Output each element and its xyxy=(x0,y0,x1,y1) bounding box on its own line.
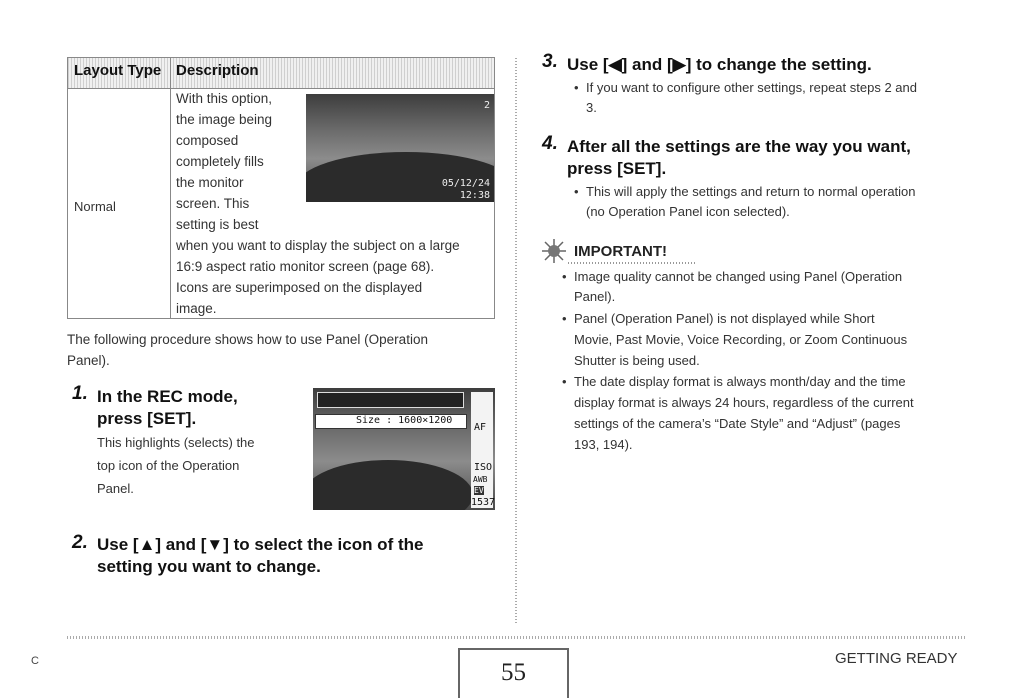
step-1-number: 1. xyxy=(72,383,88,404)
desc-line: setting is best xyxy=(176,217,259,232)
screen-time: 12:38 xyxy=(459,190,490,201)
normal-layout-screen-image xyxy=(306,94,494,202)
panel-af: AF xyxy=(474,422,487,433)
step-1-text: This highlights (selects) the xyxy=(97,435,255,450)
page-number-box xyxy=(458,648,569,698)
margin-mark: C xyxy=(31,655,39,667)
intro-line: The following procedure shows how to use Panel (Operation xyxy=(67,332,428,347)
desc-line: the image being xyxy=(176,112,273,127)
step-3-bullet-cont: 3. xyxy=(586,100,597,115)
step-3-number: 3. xyxy=(542,51,558,72)
header-description: Description xyxy=(176,62,259,79)
step-4-title: After all the settings are the way you want, xyxy=(567,137,911,156)
cell-layout-type: Normal xyxy=(74,199,116,214)
section-title: GETTING READY xyxy=(835,650,958,667)
desc-line: composed xyxy=(176,133,239,148)
important-heading: IMPORTANT! xyxy=(574,243,668,260)
important-bullet-3: • The date display format is always month/day and the time xyxy=(574,371,906,392)
landscape-shape xyxy=(313,460,473,510)
step-1-text: top icon of the Operation xyxy=(97,458,240,473)
step-1-title: In the REC mode, xyxy=(97,387,238,406)
operation-panel-icon-bar xyxy=(317,392,464,408)
important-bullet-2: • Panel (Operation Panel) is not displayed while Short xyxy=(574,308,875,329)
important-icon xyxy=(541,238,567,264)
operation-panel-column xyxy=(471,392,493,508)
size-indicator-bar xyxy=(315,414,467,429)
screen-date: 05/12/24 xyxy=(441,178,490,189)
important-underline xyxy=(568,262,696,264)
desc-line: when you want to display the subject on a large xyxy=(176,238,460,253)
step-4-title: press [SET]. xyxy=(567,159,667,178)
panel-iso: ISO xyxy=(474,462,493,473)
desc-line: With this option, xyxy=(176,91,273,106)
important-bullet-3-cont: display format is always 24 hours, regardless of the current xyxy=(574,395,914,410)
desc-line: image. xyxy=(176,301,217,316)
step-3-title: Use [◀] and [▶] to change the setting. xyxy=(567,55,872,74)
step-4-bullet: • This will apply the settings and return to normal operation xyxy=(586,181,916,202)
important-bullet-2-cont: Movie, Past Movie, Voice Recording, or Zoom Continuous xyxy=(574,332,908,347)
important-bullet-1-cont: Panel). xyxy=(574,289,616,304)
step-4-number: 4. xyxy=(542,133,558,154)
footer-rule xyxy=(67,636,967,639)
important-bullet-3-cont: settings of the camera’s “Date Style” and “Adjust” (pages xyxy=(574,416,901,431)
screen-count: 2 xyxy=(483,100,490,111)
desc-line: completely fills xyxy=(176,154,264,169)
desc-line: Icons are superimposed on the displayed xyxy=(176,280,423,295)
layout-type-table xyxy=(67,57,495,319)
intro-line: Panel). xyxy=(67,353,110,368)
desc-line: screen. This xyxy=(176,196,250,211)
desc-line: the monitor xyxy=(176,175,244,190)
size-readout: Size : 1600×1200 xyxy=(356,415,453,426)
step-4-bullet-cont: (no Operation Panel icon selected). xyxy=(586,204,790,219)
step-2-title: setting you want to change. xyxy=(97,557,321,576)
important-bullet-1: • Image quality cannot be changed using Panel (Operation xyxy=(574,266,902,287)
operation-panel-screen-image xyxy=(313,388,495,510)
desc-line: 16:9 aspect ratio monitor screen (page 68). xyxy=(176,259,435,274)
table-column-divider xyxy=(170,58,171,318)
header-layout-type: Layout Type xyxy=(74,62,162,79)
table-header-row xyxy=(68,58,494,89)
important-bullet-3-cont: 193, 194). xyxy=(574,437,633,452)
step-1-text: Panel. xyxy=(97,481,134,496)
panel-ev: EV xyxy=(474,486,484,495)
column-divider xyxy=(515,58,517,623)
page-number: 55 xyxy=(501,659,526,686)
step-1-title: press [SET]. xyxy=(97,409,197,428)
step-2-title: Use [▲] and [▼] to select the icon of the xyxy=(97,535,424,554)
panel-awb: AWB xyxy=(473,475,488,484)
panel-shots-remaining: 1537 xyxy=(471,497,495,508)
step-3-bullet: • If you want to configure other settings, repeat steps 2 and xyxy=(586,77,917,98)
step-2-number: 2. xyxy=(72,532,88,553)
important-bullet-2-cont: Shutter is being used. xyxy=(574,353,700,368)
